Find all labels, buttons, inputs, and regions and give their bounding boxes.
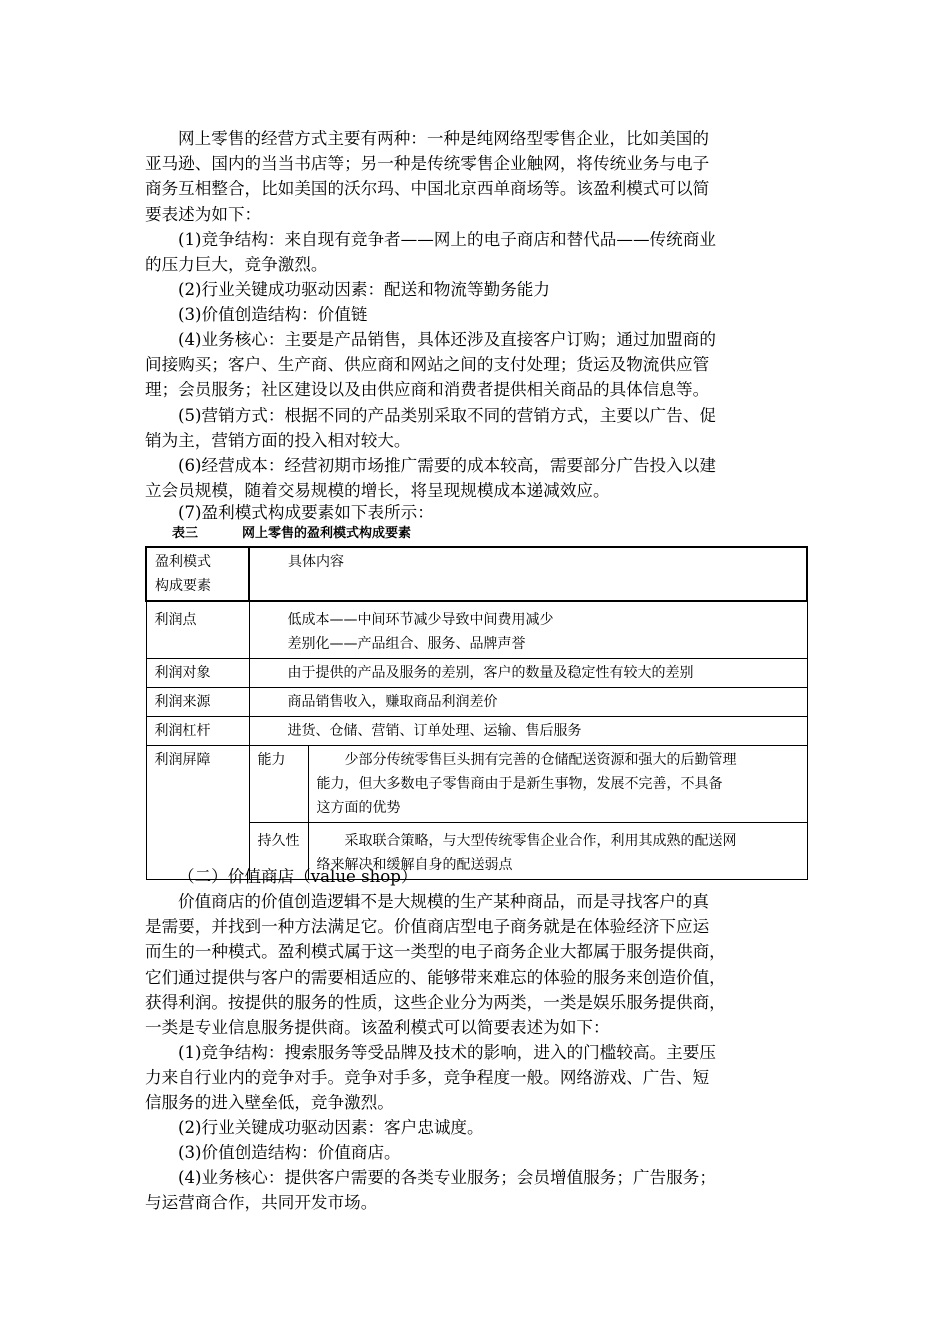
header-key-line: 构成要素 bbox=[155, 578, 211, 594]
text-line: (1)竞争结构：来自现有竞争者——网上的电子商店和替代品——传统商业 bbox=[178, 230, 716, 249]
row-value-cell: 由于提供的产品及服务的差别，客户的数量及稳定性有较大的差别 bbox=[249, 659, 807, 688]
text-line: 力来自行业内的竞争对手。竞争对手多，竞争程度一般。网络游戏、广告、短 bbox=[145, 1068, 710, 1088]
section2-intro-paragraph bbox=[145, 889, 810, 1040]
barrier-value-line: 这方面的优势 bbox=[316, 800, 401, 816]
section-title: （二）价值商店（value shop） bbox=[178, 867, 418, 886]
barrier-value-line: 能力，但大多数电子零售商由于是新生事物，发展不完善，不具备 bbox=[316, 776, 723, 792]
barrier-sub-label: 持久性 bbox=[249, 823, 308, 880]
intro-paragraph bbox=[145, 126, 810, 227]
row-key-cell: 利润杠杆 bbox=[146, 717, 249, 746]
section-heading bbox=[145, 864, 810, 889]
text-line: 网上零售的经营方式主要有两种：一种是纯网络型零售企业，比如美国的 bbox=[178, 129, 709, 148]
barrier-sub-label: 能力 bbox=[249, 746, 308, 823]
retail-item-5 bbox=[145, 403, 810, 453]
table-number: 表三 bbox=[172, 526, 199, 541]
table-row bbox=[146, 659, 807, 688]
barrier-value-line: 少部分传统零售巨头拥有完善的仓储配送资源和强大的后勤管理 bbox=[344, 752, 737, 768]
text-line: (6)经营成本：经营初期市场推广需要的成本较高，需要部分广告投入以建 bbox=[178, 456, 716, 475]
retail-item-4 bbox=[145, 327, 810, 403]
row-key-cell: 利润点 bbox=[146, 601, 249, 659]
row-value-line: 差别化——产品组合、服务、品牌声誉 bbox=[287, 636, 526, 652]
table-row-barrier bbox=[146, 746, 807, 823]
text-line: 理；会员服务；社区建设以及由供应商和消费者提供相关商品的具体信息等。 bbox=[145, 380, 710, 400]
text-line: 要表述为如下： bbox=[145, 204, 262, 224]
retail-item-2 bbox=[145, 277, 810, 302]
retail-item-3 bbox=[145, 302, 810, 327]
text-line: 信服务的进入壁垒低，竞争激烈。 bbox=[145, 1093, 394, 1113]
text-line: 一类是专业信息服务提供商。该盈利模式可以简要表述为如下： bbox=[145, 1018, 610, 1038]
header-key-line: 盈利模式 bbox=[155, 554, 211, 570]
barrier-sub-value bbox=[308, 746, 807, 823]
row-value-line: 低成本——中间环节减少导致中间费用减少 bbox=[287, 612, 554, 628]
text-line: (1)竞争结构：搜索服务等受品牌及技术的影响，进入的门槛较高。主要压 bbox=[178, 1043, 716, 1062]
table-row bbox=[146, 717, 807, 746]
table-header-row bbox=[146, 547, 807, 601]
text-line: 亚马逊、国内的当当书店等；另一种是传统零售企业触网，将传统业务与电子 bbox=[145, 154, 710, 174]
table-row bbox=[146, 601, 807, 659]
text-line: (4)业务核心：主要是产品销售，具体还涉及直接客户订购；通过加盟商的 bbox=[178, 330, 716, 349]
row-value-cell bbox=[249, 601, 807, 659]
text-line: 价值商店的价值创造逻辑不是大规模的生产某种商品，而是寻找客户的真 bbox=[178, 892, 709, 911]
text-line: 是需要，并找到一种方法满足它。价值商店型电子商务就是在体验经济下应运 bbox=[145, 917, 710, 937]
value-shop-item-2 bbox=[145, 1115, 810, 1140]
value-shop-item-4 bbox=[145, 1165, 810, 1215]
text-line: 间接购买；客户、生产商、供应商和网站之间的支付处理；货运及物流供应管 bbox=[145, 355, 710, 375]
text-line: (3)价值创造结构：价值商店。 bbox=[178, 1143, 401, 1162]
header-value-cell: 具体内容 bbox=[249, 547, 807, 601]
barrier-value-line: 采取联合策略，与大型传统零售企业合作，利用其成熟的配送网 bbox=[344, 833, 737, 849]
text-line: (7)盈利模式构成要素如下表所示： bbox=[178, 503, 434, 522]
value-shop-item-3 bbox=[145, 1140, 810, 1165]
text-line: (5)营销方式：根据不同的产品类别采取不同的营销方式，主要以广告、促 bbox=[178, 406, 716, 425]
text-line: 它们通过提供与客户的需要相适应的、能够带来难忘的体验的服务来创造价值， bbox=[145, 967, 726, 987]
table-title: 网上零售的盈利模式构成要素 bbox=[242, 526, 412, 541]
text-line: 的压力巨大，竞争激烈。 bbox=[145, 255, 328, 275]
text-line: 立会员规模，随着交易规模的增长，将呈现规模成本递减效应。 bbox=[145, 481, 610, 501]
table-caption bbox=[172, 522, 411, 541]
profit-model-table bbox=[145, 546, 808, 880]
row-key-cell: 利润来源 bbox=[146, 688, 249, 717]
text-line: 与运营商合作，共同开发市场。 bbox=[145, 1193, 378, 1213]
header-key-cell bbox=[146, 547, 249, 601]
row-value-cell: 商品销售收入，赚取商品利润差价 bbox=[249, 688, 807, 717]
barrier-value-line: 络来解决和缓解自身的配送弱点 bbox=[316, 857, 513, 873]
row-key-cell: 利润屏障 bbox=[146, 746, 249, 880]
text-line: (2)行业关键成功驱动因素：客户忠诚度。 bbox=[178, 1118, 484, 1137]
row-value-cell: 进货、仓储、营销、订单处理、运输、售后服务 bbox=[249, 717, 807, 746]
row-key-cell: 利润对象 bbox=[146, 659, 249, 688]
text-line: (3)价值创造结构：价值链 bbox=[178, 305, 368, 324]
text-line: 获得利润。按提供的服务的性质，这些企业分为两类，一类是娱乐服务提供商， bbox=[145, 992, 726, 1012]
text-line: (2)行业关键成功驱动因素：配送和物流等勤务能力 bbox=[178, 280, 550, 299]
table-row bbox=[146, 688, 807, 717]
retail-item-6 bbox=[145, 453, 810, 503]
text-line: 而生的一种模式。盈利模式属于这一类型的电子商务企业大都属于服务提供商， bbox=[145, 942, 726, 962]
text-line: 商务互相整合，比如美国的沃尔玛、中国北京西单商场等。该盈利模式可以简 bbox=[145, 179, 710, 199]
text-line: (4)业务核心：提供客户需要的各类专业服务；会员增值服务；广告服务； bbox=[178, 1168, 716, 1187]
text-line: 销为主，营销方面的投入相对较大。 bbox=[145, 431, 411, 451]
value-shop-item-1 bbox=[145, 1040, 810, 1116]
retail-item-1 bbox=[145, 227, 810, 277]
